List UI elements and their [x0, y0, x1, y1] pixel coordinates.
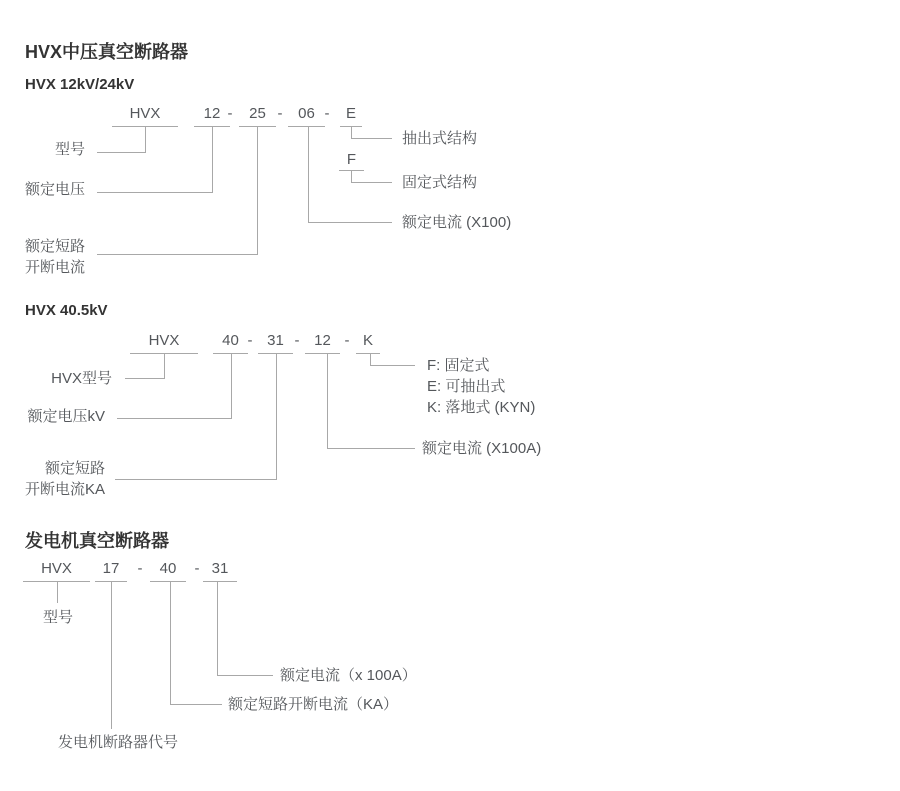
dash-separator: - — [277, 105, 283, 122]
s2-code-part-rated-current: 12 — [305, 331, 340, 354]
s1-label-rated-current: 额定电流 (X100) — [402, 214, 512, 231]
s1-label-withdrawable: 抽出式结构 — [402, 130, 478, 147]
s3-label-rated-current: 额定电流（x 100A） — [280, 667, 417, 684]
label-line: 额定短路 — [44, 460, 105, 477]
s2-label-model: HVX型号 — [51, 370, 112, 387]
s2-structure-options — [427, 355, 535, 418]
dash-separator: - — [227, 105, 233, 122]
s2-code-part-voltage: 40 — [213, 331, 248, 354]
s3-label-generator-code: 发电机断路器代号 — [58, 734, 179, 751]
s3-label-short-circuit: 额定短路开断电流（KA） — [228, 696, 399, 713]
s3-code-part-generator-code: 17 — [95, 559, 127, 582]
page-title: HVX中压真空断路器 — [25, 42, 189, 62]
label-line: 开断电流KA — [24, 481, 105, 498]
s1-label-model: 型号 — [54, 141, 85, 158]
s2-label-short-circuit — [0, 458, 105, 500]
s2-label-rated-voltage: 额定电压kV — [27, 408, 105, 425]
option-floor-standing: K: 落地式 (KYN) — [427, 399, 536, 416]
option-withdrawable: E: 可抽出式 — [427, 378, 506, 395]
s3-code-part-rated-current: 31 — [203, 559, 237, 582]
s1-label-rated-voltage: 额定电压 — [24, 181, 85, 198]
s1-label-fixed: 固定式结构 — [402, 174, 478, 191]
dash-separator: - — [294, 332, 300, 349]
s1-code-part-breaking-current: 25 — [239, 104, 276, 127]
s1-code-part-structure-f: F — [339, 152, 364, 171]
s3-label-model: 型号 — [42, 609, 73, 626]
s3-code-part-breaking-current: 40 — [150, 559, 186, 582]
s1-code-part-model: HVX — [112, 104, 178, 127]
s1-code-part-voltage: 12 — [194, 104, 230, 127]
label-line: 开断电流 — [24, 259, 85, 276]
label-line: 额定短路 — [24, 238, 85, 255]
s1-code-part-structure-e: E — [340, 104, 362, 127]
heading-hvx-40-5kv: HVX 40.5kV — [25, 302, 108, 319]
s1-label-short-circuit — [0, 236, 85, 278]
s2-label-rated-current: 额定电流 (X100A) — [422, 440, 542, 457]
dash-separator: - — [137, 560, 143, 577]
option-fixed: F: 固定式 — [427, 357, 490, 374]
s1-code-part-rated-current: 06 — [288, 104, 325, 127]
heading-generator: 发电机真空断路器 — [25, 531, 169, 551]
dash-separator: - — [247, 332, 253, 349]
dash-separator: - — [344, 332, 350, 349]
s2-code-part-breaking-current: 31 — [258, 331, 293, 354]
dash-separator: - — [194, 560, 200, 577]
heading-hvx-12-24kv: HVX 12kV/24kV — [25, 76, 135, 93]
s3-code-part-model: HVX — [23, 559, 90, 582]
dash-separator: - — [324, 105, 330, 122]
s2-code-part-model: HVX — [130, 331, 198, 354]
s2-code-part-structure-k: K — [356, 331, 380, 354]
